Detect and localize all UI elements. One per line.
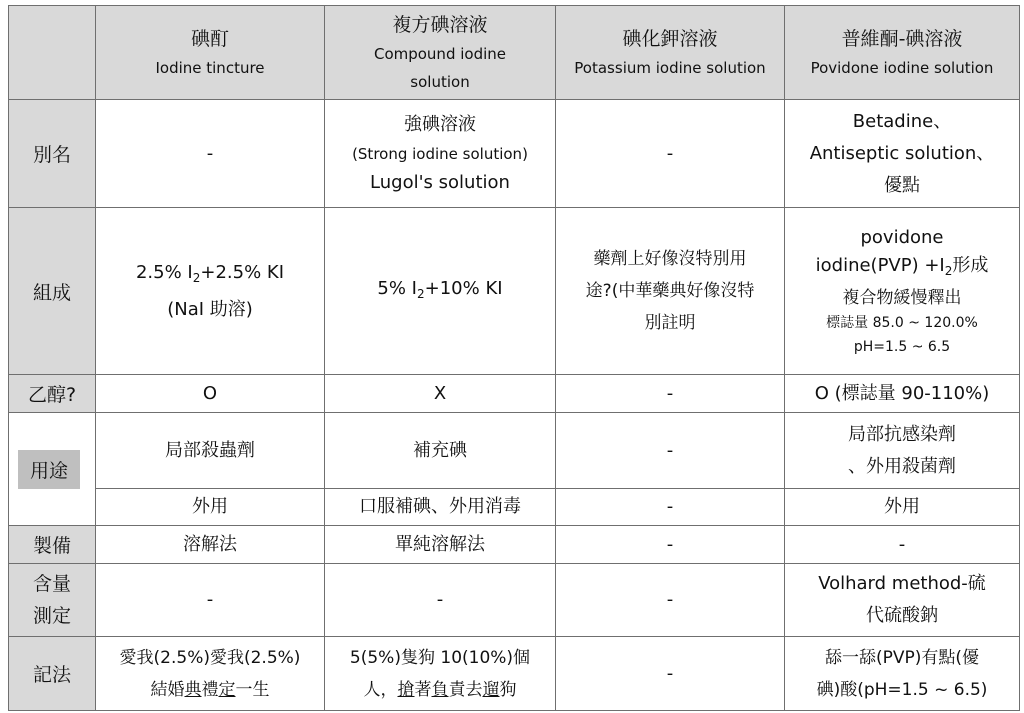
row-label-alias: 別名	[9, 100, 96, 208]
mnemonic-c1-l1: 愛我(2.5%)愛我(2.5%)	[119, 647, 301, 668]
assay-c1: -	[96, 564, 325, 637]
alias-c2	[325, 100, 556, 208]
use-b-c1: 外用	[96, 489, 325, 526]
header-iodine-tincture	[96, 6, 325, 100]
ethanol-c2: X	[325, 375, 556, 413]
mnemonic-c2	[325, 637, 556, 711]
header-col2-zh: 複方碘溶液	[392, 13, 488, 36]
row-label-composition: 組成	[9, 208, 96, 375]
use-label-badge: 用途	[18, 450, 80, 489]
use-a-c4-l1: 局部抗感染劑	[848, 423, 956, 445]
header-col1-zh: 碘酊	[190, 27, 229, 50]
mnemonic-c4	[785, 637, 1020, 711]
header-col3-zh: 碘化鉀溶液	[622, 27, 718, 50]
text-part: 一生	[235, 679, 270, 700]
row-use-b	[9, 489, 1020, 526]
row-label-mnemonic: 記法	[9, 637, 96, 711]
preparation-c1: 溶解法	[96, 526, 325, 564]
row-preparation	[9, 526, 1020, 564]
row-label-assay	[9, 564, 96, 637]
composition-c3	[556, 208, 785, 375]
alias-c4-l1: Betadine、	[852, 110, 952, 132]
composition-c3-l1: 藥劑上好像沒特別用	[593, 249, 747, 269]
row-composition	[9, 208, 1020, 375]
header-row	[9, 6, 1020, 100]
header-potassium-iodine	[556, 6, 785, 100]
use-b-c3: -	[556, 489, 785, 526]
mnemonic-c4-l2: 碘)酸(pH=1.5 ~ 6.5)	[816, 679, 988, 700]
subscript: 2	[192, 270, 201, 285]
use-a-c3: -	[556, 413, 785, 489]
text-part: 狗	[499, 679, 517, 700]
header-povidone-iodine	[785, 6, 1020, 100]
row-ethanol	[9, 375, 1020, 413]
ethanol-c1: O	[96, 375, 325, 413]
mnemonic-c3: -	[556, 637, 785, 711]
header-col4-zh: 普維酮-碘溶液	[841, 27, 963, 50]
text-part: 禮	[201, 679, 219, 700]
formula-part: iodine(PVP) +I	[815, 254, 945, 276]
formula-part: 形成	[952, 254, 989, 276]
composition-c4	[785, 208, 1020, 375]
composition-c4-l3: 複合物緩慢釋出	[842, 287, 962, 308]
underlined-char: 負	[431, 679, 449, 700]
composition-c1-formula	[102, 257, 318, 294]
alias-c4-l3: 優點	[884, 174, 920, 196]
assay-c4	[785, 564, 1020, 637]
underlined-char: 典	[184, 679, 202, 700]
alias-c3: -	[556, 100, 785, 208]
use-a-c2: 補充碘	[325, 413, 556, 489]
composition-c4-l1: povidone	[860, 226, 944, 248]
alias-c2-l3: Lugol's solution	[370, 171, 510, 193]
text-part: 著	[414, 679, 432, 700]
mnemonic-c2-l2	[331, 674, 549, 706]
mnemonic-c1	[96, 637, 325, 711]
preparation-c4: -	[785, 526, 1020, 564]
ethanol-c4: O (標誌量 90-110%)	[785, 375, 1020, 413]
text-part: 結婚	[150, 679, 185, 700]
assay-label-l2: 測定	[32, 605, 71, 627]
use-b-c4: 外用	[785, 489, 1020, 526]
assay-label-l1: 含量	[32, 573, 71, 595]
underlined-char: 搶	[397, 679, 415, 700]
composition-c4-l4: 標誌量 85.0 ~ 120.0%	[826, 314, 978, 331]
alias-c2-l2: (Strong iodine solution)	[352, 144, 528, 163]
use-a-c4-l2: 、外用殺菌劑	[848, 455, 956, 477]
text-part: 人，	[363, 679, 398, 700]
iodine-comparison-table	[8, 5, 1020, 711]
assay-c3: -	[556, 564, 785, 637]
assay-c4-l2: 代硫酸鈉	[866, 605, 938, 626]
formula-part: 2.5% I	[135, 261, 193, 283]
composition-c3-l2: 途?(中華藥典好像沒特	[585, 281, 755, 301]
composition-c4-l2	[791, 252, 1013, 285]
header-col1-en: Iodine tincture	[155, 58, 265, 77]
ethanol-c3: -	[556, 375, 785, 413]
row-mnemonic	[9, 637, 1020, 711]
formula-part: 5% I	[377, 277, 417, 299]
use-a-c1: 局部殺蟲劑	[96, 413, 325, 489]
preparation-c2: 單純溶解法	[325, 526, 556, 564]
row-label-ethanol: 乙醇?	[9, 375, 96, 413]
alias-c4	[785, 100, 1020, 208]
assay-c2: -	[325, 564, 556, 637]
row-label-preparation: 製備	[9, 526, 96, 564]
formula-part: +2.5% KI	[200, 261, 285, 283]
use-b-c2: 口服補碘、外用消毒	[325, 489, 556, 526]
underlined-char: 定	[218, 679, 236, 700]
row-alias	[9, 100, 1020, 208]
mnemonic-c1-l2	[102, 674, 318, 706]
row-use-a	[9, 413, 1020, 489]
text-part: 責去	[448, 679, 483, 700]
composition-c1-l2: (NaI 助溶)	[167, 298, 253, 320]
header-compound-iodine	[325, 6, 556, 100]
row-label-use	[9, 413, 96, 526]
subscript: 2	[944, 263, 953, 278]
row-assay	[9, 564, 1020, 637]
underlined-char: 遛	[482, 679, 500, 700]
formula-part: +10% KI	[424, 277, 503, 299]
alias-c2-l1: 強碘溶液	[404, 113, 476, 135]
header-corner	[9, 6, 96, 100]
header-col3-en: Potassium iodine solution	[574, 58, 766, 77]
alias-c4-l2: Antiseptic solution、	[809, 142, 995, 164]
composition-c4-l5: pH=1.5 ~ 6.5	[853, 338, 951, 355]
mnemonic-c2-l1: 5(5%)隻狗 10(10%)個	[349, 647, 531, 668]
preparation-c3: -	[556, 526, 785, 564]
use-a-c4	[785, 413, 1020, 489]
header-col2-en1: Compound iodine	[373, 44, 507, 63]
header-col4-en: Povidone iodine solution	[810, 58, 994, 77]
subscript: 2	[417, 286, 425, 301]
alias-c1: -	[96, 100, 325, 208]
assay-c4-l1: Volhard method-硫	[818, 573, 986, 594]
composition-c2	[325, 208, 556, 375]
composition-c3-l3: 別註明	[644, 313, 696, 333]
header-col2-en2: solution	[410, 72, 470, 91]
composition-c1	[96, 208, 325, 375]
mnemonic-c4-l1: 舔一舔(PVP)有點(優	[824, 647, 980, 668]
